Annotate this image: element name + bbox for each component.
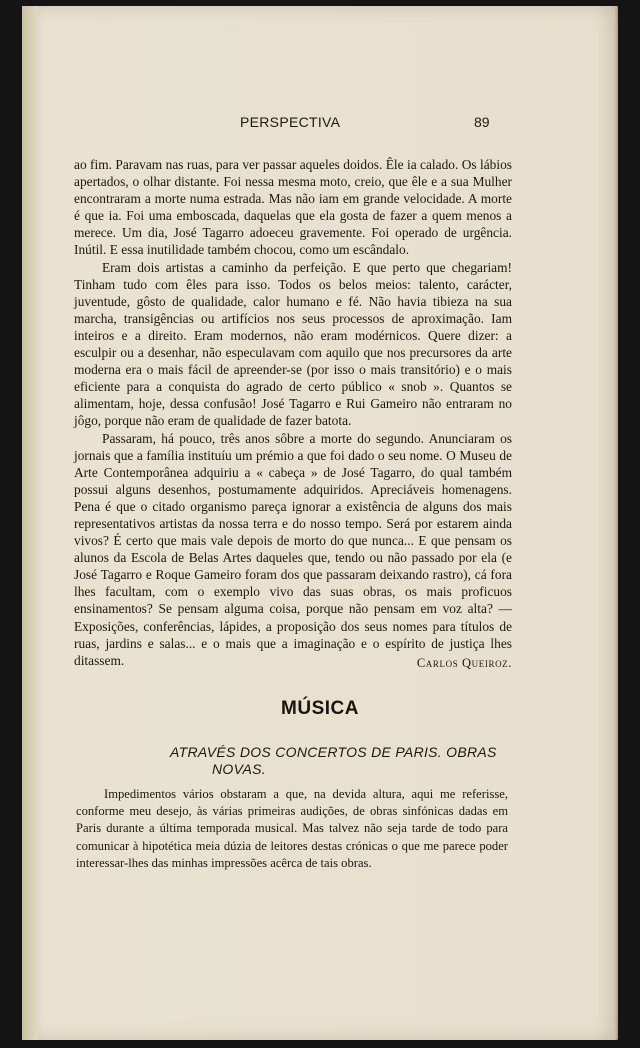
article-body — [74, 156, 512, 669]
subtitle-line: ATRAVÉS DOS CONCERTOS DE PARIS. OBRAS — [170, 744, 497, 760]
page-number: 89 — [474, 114, 490, 130]
author-signature: Carlos Queiroz. — [416, 656, 512, 670]
page-header — [22, 114, 618, 134]
paragraph: Eram dois artistas a caminho da perfeição. E que perto que chegariam! Tinham tudo com êles para isso. Todos os belos meios: talento, carácter, juventude, gôsto de qualidade, calor humano e fé. Não havia tibieza na sua marcha, transigências ou artifícios nos seus processos de aproximação. Iam inteiros e a direito. Eram modernos, não eram modérnicos. Quere dizer: a esculpir ou a desenhar, não especulavam com aquilo que nos precursores da arte moderna era o mais fácil de apreender-se (por isso o mais transitório) e o mais eficiente para a conquista do agrado de certo público « snob ». Quantos se alimentam, hoje, dessa confusão! José Tagarro e Rui Gameiro não entraram no jôgo, porque não eram de qualidade de fazer batota. — [74, 259, 512, 429]
page-gutter — [22, 6, 38, 1040]
paragraph: ao fim. Paravam nas ruas, para ver passar aqueles doidos. Êle ia calado. Os lábios apertados, o olhar distante. Foi nessa mesma moto, creio, que êle e a sua Mulher encontraram a morte numa estrada. Mas não iam em grande velocidade. A morte é que ia. Foi uma emboscada, daquelas que ela gosta de fazer a quem menos a merece. Um dia, José Tagarro adoeceu gravemente. Foi operado de urgência. Inútil. E essa inutilidade também chocou, como um escândalo. — [74, 157, 512, 258]
paragraph: Passaram, há pouco, três anos sôbre a morte do segundo. Anunciaram os jornais que a família instituíu um prémio a que foi dado o seu nome. O Museu de Arte Contemporânea adquiriu a « cabeça » de José Tagarro, do qual também possui alguns desenhos, postumamente adquiridos. Apreciáveis homenagens. Pena é que o citado organismo pareça ignorar a existência de alguns dos mais representativos artistas da nossa terra e do nosso tempo. Será por estarem ainda vivos? É certo que mais vale depois de morto do que nunca... E que pensam os alunos da Escola de Belas Artes daqueles que, tendo ou não passado por ela (e José Tagarro e Roque Gameiro foram dos que passaram deixando rastro), cá fora lhes facultam, com o exemplo vivo das suas obras, os mais proficuos ensinamentos? Se pensam alguma coisa, porque não pensam em voz alta? — Exposições, conferências, lápides, a proposição dos seus nomes para títulos de ruas, jardins e salas... e o mais que a imaginação e o espírito de justiça lhes ditassem. — [74, 430, 512, 668]
paragraph: Impedimentos vários obstaram a que, na devida altura, aqui me referisse, conforme meu desejo, às várias primeiras audições, de obras sinfónicas dadas em Paris durante a última temporada musical. Mas talvez não seja tarde de todo para comunicar à hipotética meia dúzia de leitores destas crónicas o que me parece poder interessar-lhes das minhas impressões acêrca de tais obras. — [76, 787, 508, 870]
section-title: MÚSICA — [281, 698, 359, 719]
music-body — [76, 786, 508, 872]
section-subtitle — [170, 744, 510, 778]
running-title: PERSPECTIVA — [240, 114, 341, 130]
book-page — [22, 6, 618, 1040]
subtitle-line: NOVAS. — [212, 761, 266, 777]
page-edge — [614, 6, 618, 1040]
